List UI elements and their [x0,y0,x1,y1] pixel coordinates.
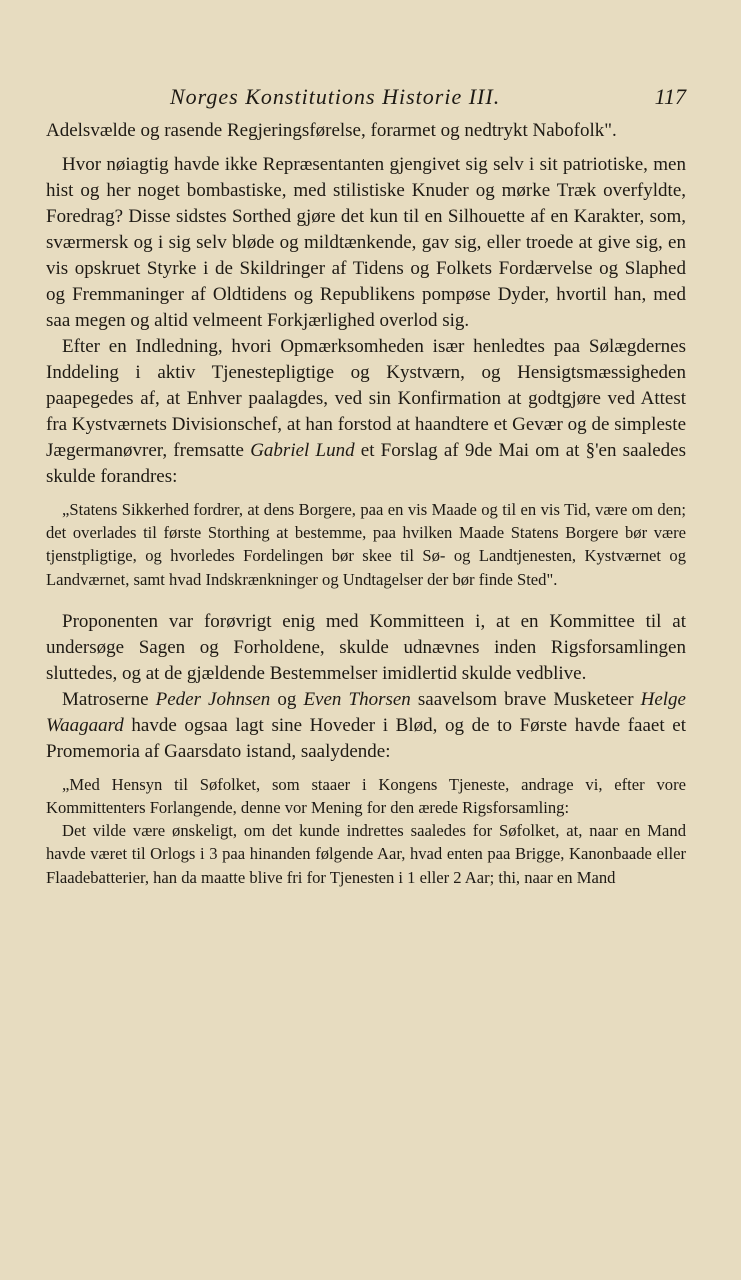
body-text [46,609,686,765]
paragraph-text: Efter en Indledning, hvori Opmærksomheden især henledtes paa Sølægdernes Inddeling i aktiv Tjenestepligtige og Kystværn, og Hensigtsmæssigheden paapegedes af, at Enhver paalagdes, ved sin Konfirmation at godtgjøre ved Attest fra Kystværnets Divisionschef, at han forstod at haandtere et Gevær og de simpleste Jægermanøvrer, fremsatte [46,336,686,461]
quote-paragraph: Det vilde være ønskeligt, om det kunde indrettes saaledes for Søfolket, at, naar en Mand havde været til Orlogs i 3 paa hinanden følgende Aar, hvad enten paa Brigge, Kanonbaade eller Flaadebatterier, han da maatte blive fri for Tjenesten i 1 eller 2 Aar; thi, naar en Mand [46,821,686,887]
paragraph [46,687,686,765]
paragraph-text: saavelsom brave Musketeer [410,688,641,710]
paragraph: Hvor nøiagtig havde ikke Repræsentanten gjengivet sig selv i sit patriotiske, men hist og her noget bombastiske, med stilistiske Knuder og mørke Træk overfyldte, Foredrag? Disse sidstes Sorthed gjøre det kun til en Silhouette af en Karakter, som, sværmersk og i sig selv bløde og mildtænkende, gav sig, eller troede at give sig, en vis opskruet Styrke i de Skildringer af Tidens og Folkets Fordærvelse og Slaphed og Fremmaninger af Oldtidens og Republikens pompøse Dyder, hvortil han, med saa megen og altid velmeent Forkjærlighed overlod sig. [46,154,686,331]
body-text [46,118,686,490]
paragraph-text: havde ogsaa lagt sine Hoveder i Blød, og de to Første havde faaet et Promemoria af Gaarsdato istand, saalydende: [46,714,686,762]
running-header [46,80,686,114]
block-quote [46,498,686,591]
paragraph [46,334,686,490]
paragraph: Proponenten var forøvrigt enig med Kommitteen i, at en Kommittee til at undersøge Sagen og Forholdene, skulde udnævnes inden Rigsforsamlingen sluttedes, og at de gjældende Bestemmelser imidlertid skulde vedblive. [46,610,686,684]
person-name: Peder Johnsen [155,688,271,710]
person-name: Helge Waagaard [46,688,686,736]
person-name: Gabriel Lund [250,440,355,461]
quote-paragraph: „Statens Sikkerhed fordrer, at dens Borgere, paa en vis Maade og til en vis Tid, være om den; det overlades til første Storthing at bestemme, paa hvilken Maade Statens Borgere bør være tjenstpligtige, og hvorledes Fordelingen bør skee til Sø- og Landtjenesten, Kystværnet og Landværnet, samt hvad Indskrænkninger og Undtagelser der bør finde Sted". [46,500,686,589]
quote-paragraph: „Med Hensyn til Søfolket, som staaer i Kongens Tjeneste, andrage vi, efter vore Kommittenters Forlangende, denne vor Mening for den ærede Rigsforsamling: [46,774,686,818]
book-page [46,80,686,889]
paragraph-text: et Forslag af 9de Mai om at §'en saaledes skulde forandres: [46,440,686,487]
paragraph-continued: Adelsvælde og rasende Regjeringsførelse, forarmet og nedtrykt Nabofolk". [46,120,617,141]
running-title: Norges Konstitutions Historie III. [170,84,501,109]
page-number: 117 [654,84,686,109]
paragraph-text: Matroserne [62,688,156,710]
block-quote [46,773,686,889]
person-name: Even Thorsen [303,688,411,710]
paragraph-text: og [270,688,304,710]
